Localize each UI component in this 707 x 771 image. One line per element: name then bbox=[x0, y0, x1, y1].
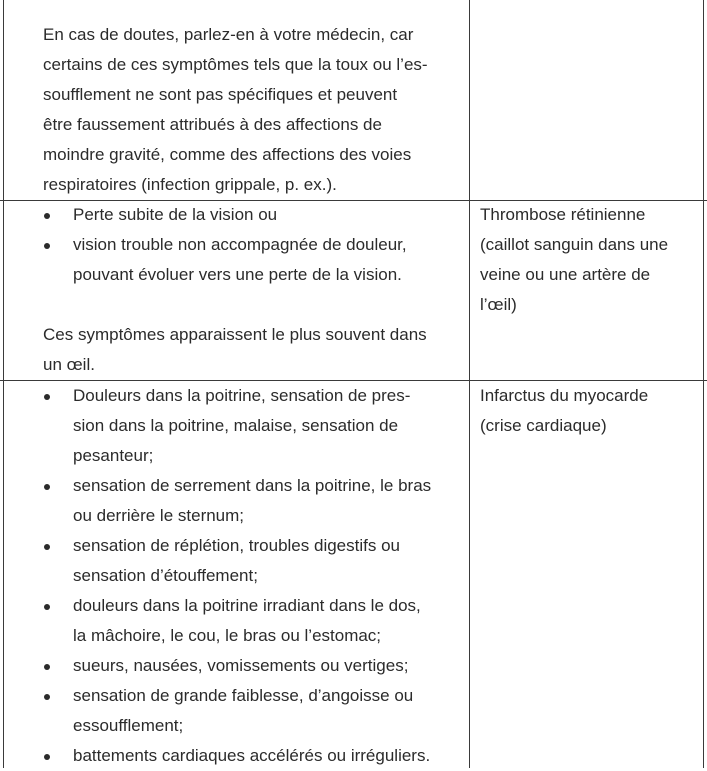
list-item-line: pesanteur; bbox=[73, 446, 154, 465]
list-item-line: sensation de serrement dans la poitrine, le bras bbox=[73, 476, 432, 495]
bullet-dot bbox=[44, 213, 50, 219]
list-item-line: pouvant évoluer vers une perte de la vision. bbox=[73, 265, 402, 284]
bullet-dot bbox=[44, 544, 50, 550]
list-item-line: la mâchoire, le cou, le bras ou l’estomac; bbox=[73, 626, 382, 645]
paragraph-line: En cas de doutes, parlez-en à votre médecin, car bbox=[43, 25, 414, 44]
paragraph-line: certains de ces symptômes tels que la toux ou l’es- bbox=[43, 55, 428, 74]
table-border-right bbox=[703, 0, 704, 768]
bullet-dot bbox=[44, 243, 50, 249]
bullet-dot bbox=[44, 394, 50, 400]
paragraph-line: être faussement attribués à des affections de bbox=[43, 115, 382, 134]
list-item-line: Douleurs dans la poitrine, sensation de pres- bbox=[73, 386, 411, 405]
bullet-dot bbox=[44, 694, 50, 700]
list-item-line: Perte subite de la vision ou bbox=[73, 205, 278, 224]
list-item-line: sueurs, nausées, vomissements ou vertiges; bbox=[73, 656, 409, 675]
bullet-dot bbox=[44, 604, 50, 610]
condition-name-line: Infarctus du myocarde bbox=[480, 386, 649, 405]
bullet-dot bbox=[44, 754, 50, 760]
list-item-line: battements cardiaques accélérés ou irréguliers. bbox=[73, 746, 431, 765]
note-line: Ces symptômes apparaissent le plus souvent dans bbox=[43, 325, 427, 344]
paragraph-line: respiratoires (infection grippale, p. ex.). bbox=[43, 175, 337, 194]
condition-name-line: veine ou une artère de bbox=[480, 265, 651, 284]
list-item-line: vision trouble non accompagnée de douleur, bbox=[73, 235, 407, 254]
paragraph-line: soufflement ne sont pas spécifiques et peuvent bbox=[43, 85, 398, 104]
condition-name-line: (crise cardiaque) bbox=[480, 416, 607, 435]
condition-name-line: Thrombose rétinienne bbox=[480, 205, 646, 224]
list-item-line: douleurs dans la poitrine irradiant dans le dos, bbox=[73, 596, 421, 615]
condition-name-line: l’œil) bbox=[480, 295, 517, 314]
bullet-dot bbox=[44, 484, 50, 490]
table-column-divider bbox=[469, 0, 470, 768]
condition-name-line: (caillot sanguin dans une bbox=[480, 235, 669, 254]
list-item-line: sensation de grande faiblesse, d’angoisse ou bbox=[73, 686, 414, 705]
list-item-line: ou derrière le sternum; bbox=[73, 506, 245, 525]
paragraph-line: moindre gravité, comme des affections des voies bbox=[43, 145, 412, 164]
list-item-line: sensation de réplétion, troubles digestifs ou bbox=[73, 536, 400, 555]
list-item-line: sensation d’étouffement; bbox=[73, 566, 258, 585]
list-item-line: sion dans la poitrine, malaise, sensation de bbox=[73, 416, 399, 435]
bullet-dot bbox=[44, 664, 50, 670]
list-item-line: essoufflement; bbox=[73, 716, 184, 735]
note-line: un œil. bbox=[43, 355, 95, 374]
table-border-left bbox=[3, 0, 4, 768]
